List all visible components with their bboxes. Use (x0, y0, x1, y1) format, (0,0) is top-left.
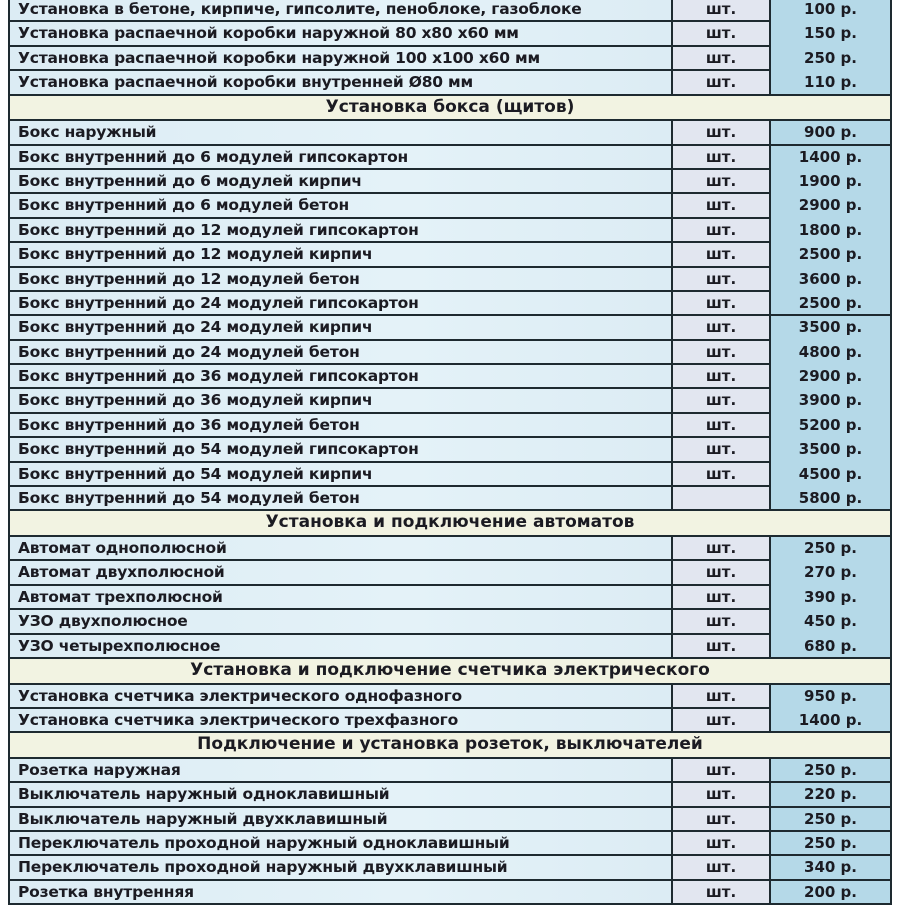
price-list-table (8, 0, 892, 905)
table-row (8, 783, 892, 807)
service-name: Бокс внутренний до 12 модулей кирпич (8, 243, 673, 265)
table-row (8, 586, 892, 610)
price: 3900 р. (771, 389, 892, 413)
table-row (8, 22, 892, 46)
table-row (8, 194, 892, 218)
unit: шт. (673, 610, 771, 632)
unit: шт. (673, 414, 771, 436)
service-name: Установка распаечной коробки наружной 100 х100 х60 мм (8, 47, 673, 69)
service-name: Установка счетчика электрического трехфазного (8, 709, 673, 731)
table-row (8, 414, 892, 438)
section-header: Установка бокса (щитов) (8, 96, 892, 122)
service-name: Розетка внутренняя (8, 881, 673, 903)
unit: шт. (673, 170, 771, 192)
unit: шт. (673, 586, 771, 608)
service-name: Бокс внутренний до 36 модулей бетон (8, 414, 673, 436)
unit: шт. (673, 856, 771, 878)
price: 250 р. (771, 537, 892, 561)
table-row (8, 881, 892, 905)
price: 100 р. (771, 0, 892, 22)
table-row (8, 0, 892, 22)
service-name: Бокс внутренний до 36 модулей кирпич (8, 389, 673, 411)
price: 110 р. (771, 71, 892, 93)
unit: шт. (673, 219, 771, 241)
table-row (8, 759, 892, 783)
unit: шт. (673, 316, 771, 338)
price: 220 р. (771, 783, 892, 805)
service-name: Розетка наружная (8, 759, 673, 781)
service-name: Бокс внутренний до 54 модулей кирпич (8, 463, 673, 485)
unit: шт. (673, 194, 771, 216)
unit: шт. (673, 22, 771, 44)
price: 2500 р. (771, 243, 892, 267)
table-row (8, 243, 892, 267)
table-row (8, 121, 892, 145)
table-row (8, 561, 892, 585)
service-name: Бокс внутренний до 54 модулей гипсокартон (8, 438, 673, 460)
service-name: Установка распаечной коробки внутренней Ø80 мм (8, 71, 673, 93)
unit: шт. (673, 292, 771, 314)
service-name: Бокс внутренний до 24 модулей гипсокартон (8, 292, 673, 314)
unit: шт. (673, 832, 771, 854)
service-name: Бокс наружный (8, 121, 673, 143)
service-name: Переключатель проходной наружный одноклавишный (8, 832, 673, 854)
service-name: Бокс внутренний до 54 модулей бетон (8, 487, 673, 509)
price: 3500 р. (771, 438, 892, 462)
table-row (8, 292, 892, 316)
unit: шт. (673, 783, 771, 805)
table-row (8, 316, 892, 340)
unit: шт. (673, 268, 771, 290)
unit: шт. (673, 709, 771, 731)
price: 2900 р. (771, 365, 892, 389)
price: 3600 р. (771, 268, 892, 292)
unit: шт. (673, 759, 771, 781)
section-header: Подключение и установка розеток, выключателей (8, 733, 892, 759)
price: 1400 р. (771, 146, 892, 170)
service-name: Установка распаечной коробки наружной 80 х80 х60 мм (8, 22, 673, 44)
service-name: Установка счетчика электрического однофазного (8, 685, 673, 707)
service-name: Бокс внутренний до 12 модулей бетон (8, 268, 673, 290)
table-row (8, 170, 892, 194)
service-name: Бокс внутренний до 24 модулей кирпич (8, 316, 673, 338)
price: 950 р. (771, 685, 892, 709)
unit: шт. (673, 685, 771, 707)
service-name: Бокс внутренний до 6 модулей гипсокартон (8, 146, 673, 168)
price: 270 р. (771, 561, 892, 585)
service-name: Бокс внутренний до 36 модулей гипсокартон (8, 365, 673, 387)
service-name: Автомат однополюсной (8, 537, 673, 559)
unit: шт. (673, 0, 771, 20)
price: 250 р. (771, 808, 892, 830)
table-row (8, 808, 892, 832)
unit: шт. (673, 365, 771, 387)
price: 5800 р. (771, 487, 892, 509)
price: 680 р. (771, 635, 892, 657)
service-name: Бокс внутренний до 6 модулей бетон (8, 194, 673, 216)
table-row (8, 71, 892, 95)
unit: шт. (673, 121, 771, 143)
table-row (8, 219, 892, 243)
unit: шт. (673, 881, 771, 903)
service-name: Бокс внутренний до 6 модулей кирпич (8, 170, 673, 192)
table-row (8, 685, 892, 709)
price: 200 р. (771, 881, 892, 903)
price: 2500 р. (771, 292, 892, 314)
price: 450 р. (771, 610, 892, 634)
price: 5200 р. (771, 414, 892, 438)
service-name: Бокс внутренний до 24 модулей бетон (8, 341, 673, 363)
price: 2900 р. (771, 194, 892, 218)
unit: шт. (673, 463, 771, 485)
unit: шт. (673, 389, 771, 411)
service-name: Установка в бетоне, кирпиче, гипсолите, пеноблоке, газоблоке (8, 0, 673, 20)
table-row (8, 856, 892, 880)
section-header: Установка и подключение счетчика электрического (8, 659, 892, 685)
unit: шт. (673, 71, 771, 93)
price: 1800 р. (771, 219, 892, 243)
service-name: Выключатель наружный одноклавишный (8, 783, 673, 805)
table-row (8, 610, 892, 634)
unit: шт. (673, 537, 771, 559)
price: 250 р. (771, 759, 892, 781)
service-name: УЗО четырехполюсное (8, 635, 673, 657)
unit: шт. (673, 146, 771, 168)
table-row (8, 268, 892, 292)
table-row (8, 832, 892, 856)
service-name: Переключатель проходной наружный двухклавишный (8, 856, 673, 878)
unit: шт. (673, 438, 771, 460)
price: 4500 р. (771, 463, 892, 487)
table-row (8, 47, 892, 71)
table-row (8, 635, 892, 659)
unit: шт. (673, 808, 771, 830)
unit: шт. (673, 561, 771, 583)
service-name: Автомат трехполюсной (8, 586, 673, 608)
price: 250 р. (771, 47, 892, 71)
unit: шт. (673, 47, 771, 69)
table-row (8, 365, 892, 389)
price: 1400 р. (771, 709, 892, 731)
section-header: Установка и подключение автоматов (8, 511, 892, 537)
price: 340 р. (771, 856, 892, 878)
unit: шт. (673, 635, 771, 657)
price: 390 р. (771, 586, 892, 610)
table-row (8, 709, 892, 733)
table-row (8, 389, 892, 413)
table-row (8, 487, 892, 511)
price: 250 р. (771, 832, 892, 854)
price: 900 р. (771, 121, 892, 143)
service-name: УЗО двухполюсное (8, 610, 673, 632)
service-name: Автомат двухполюсной (8, 561, 673, 583)
table-row (8, 438, 892, 462)
unit (673, 487, 771, 509)
price: 150 р. (771, 22, 892, 46)
table-row (8, 463, 892, 487)
table-row (8, 146, 892, 170)
service-name: Бокс внутренний до 12 модулей гипсокартон (8, 219, 673, 241)
unit: шт. (673, 341, 771, 363)
price: 3500 р. (771, 316, 892, 340)
service-name: Выключатель наружный двухклавишный (8, 808, 673, 830)
price: 4800 р. (771, 341, 892, 365)
price: 1900 р. (771, 170, 892, 194)
table-row (8, 341, 892, 365)
unit: шт. (673, 243, 771, 265)
table-row (8, 537, 892, 561)
